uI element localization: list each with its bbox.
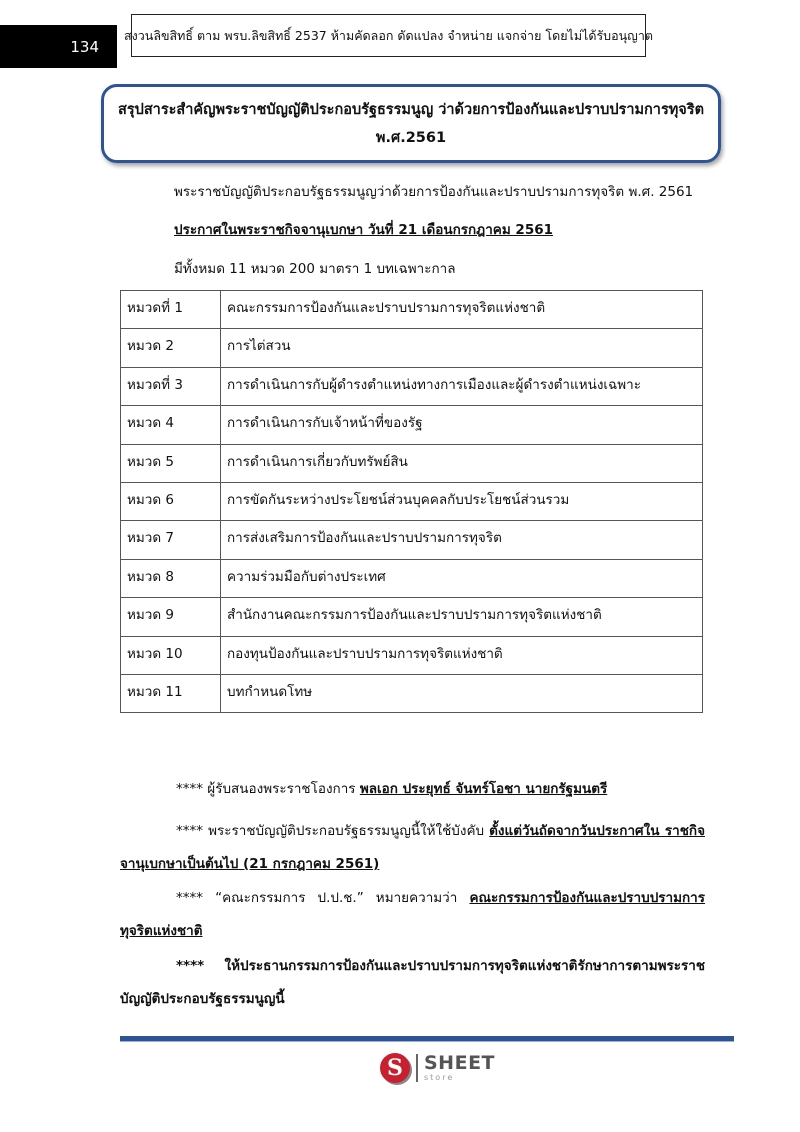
- note-countersign: [120, 773, 705, 806]
- chapter-title: การส่งเสริมการป้องกันและปราบปรามการทุจริต: [221, 521, 703, 559]
- title-line-2: พ.ศ.2561: [375, 130, 447, 146]
- note-countersign-prefix: **** ผู้รับสนองพระราชโองการ: [176, 781, 360, 797]
- chapter-row: [121, 521, 703, 559]
- note-definition-prefix: **** “คณะกรรมการ ป.ป.ช.” หมายความว่า: [176, 890, 470, 906]
- title-line-1: สรุปสาระสำคัญพระราชบัญญัติประกอบรัฐธรรมนูญ ว่าด้วยการป้องกันและปราบปรามการทุจริต: [117, 102, 704, 118]
- chapter-number: หมวด 10: [121, 636, 221, 674]
- logo-text: [424, 1054, 495, 1082]
- chapter-row: [121, 482, 703, 520]
- note-enforcement: **** ให้ประธานกรรมการป้องกันและปราบปรามการทุจริตแห่งชาติรักษาการตามพระราชบัญญัติประกอบรัฐธรรมนูญนี้: [120, 958, 705, 1007]
- chapter-row: [121, 559, 703, 597]
- chapter-table: [120, 290, 703, 713]
- chapter-title: การดำเนินการเกี่ยวกับทรัพย์สิน: [221, 444, 703, 482]
- chapter-title: คณะกรรมการป้องกันและปราบปรามการทุจริตแห่งชาติ: [221, 291, 703, 329]
- chapter-number: หมวด 2: [121, 329, 221, 367]
- chapter-row: [121, 674, 703, 712]
- act-summary: มีทั้งหมด 11 หมวด 200 มาตรา 1 บทเฉพาะกาล: [174, 261, 456, 277]
- note-definition: [120, 882, 705, 948]
- chapter-number: หมวด 11: [121, 674, 221, 712]
- chapter-row: [121, 444, 703, 482]
- note-effective-date: [120, 815, 705, 881]
- title-box: [101, 84, 721, 163]
- chapter-number: หมวด 5: [121, 444, 221, 482]
- chapter-number: หมวด 8: [121, 559, 221, 597]
- chapter-number: หมวดที่ 1: [121, 291, 221, 329]
- chapter-number: หมวด 7: [121, 521, 221, 559]
- chapter-title: บทกำหนดโทษ: [221, 674, 703, 712]
- chapter-number: หมวด 4: [121, 406, 221, 444]
- chapter-title: การดำเนินการกับเจ้าหน้าที่ของรัฐ: [221, 406, 703, 444]
- chapter-title: สำนักงานคณะกรรมการป้องกันและปราบปรามการทุจริตแห่งชาติ: [221, 598, 703, 636]
- note-effective-value: ตั้งแต่วันถัดจากวันประกาศใน ราชกิจจานุเบกษาเป็นต้นไป (21 กรกฎาคม 2561): [120, 823, 705, 872]
- chapter-title: กองทุนป้องกันและปราบปรามการทุจริตแห่งชาติ: [221, 636, 703, 674]
- act-name: พระราชบัญญัติประกอบรัฐธรรมนูญว่าด้วยการป้องกันและปราบปรามการทุจริต พ.ศ. 2561: [174, 184, 694, 200]
- note-countersign-name: พลเอก ประยุทธ์ จันทร์โอชา นายกรัฐมนตรี: [359, 781, 608, 797]
- chapter-row: [121, 636, 703, 674]
- chapter-row: [121, 367, 703, 405]
- chapter-number: หมวดที่ 3: [121, 367, 221, 405]
- chapter-title: การขัดกันระหว่างประโยชน์ส่วนบุคคลกับประโยชน์ส่วนรวม: [221, 482, 703, 520]
- chapter-row: [121, 406, 703, 444]
- chapter-title: การไต่สวน: [221, 329, 703, 367]
- chapter-row: [121, 291, 703, 329]
- page-number: 134: [0, 25, 117, 68]
- chapter-number: หมวด 6: [121, 482, 221, 520]
- logo-word: SHEET: [424, 1052, 496, 1074]
- chapter-number: หมวด 9: [121, 598, 221, 636]
- chapter-row: [121, 329, 703, 367]
- chapter-title: การดำเนินการกับผู้ดำรงตำแหน่งทางการเมืองและผู้ดำรงตำแหน่งเฉพาะ: [221, 367, 703, 405]
- copyright-notice: สงวนลิขสิทธิ์ ตาม พรบ.ลิขสิทธิ์ 2537 ห้ามคัดลอก ดัดแปลง จำหน่าย แจกจ่าย โดยไม่ได้รับอนุญาต: [131, 14, 646, 57]
- logo-subtitle: store: [424, 1073, 455, 1082]
- chapter-row: [121, 598, 703, 636]
- note-effective-prefix: **** พระราชบัญญัติประกอบรัฐธรรมนูญนี้ให้ใช้บังคับ: [176, 823, 490, 839]
- logo-divider: [416, 1054, 418, 1082]
- chapter-title: ความร่วมมือกับต่างประเทศ: [221, 559, 703, 597]
- gazette-announcement: ประกาศในพระราชกิจจานุเบกษา วันที่ 21 เดือนกรกฎาคม 2561: [174, 222, 554, 238]
- sheet-store-logo: [380, 1050, 495, 1086]
- logo-s-icon: S: [380, 1053, 410, 1083]
- note-definition-value: คณะกรรมการป้องกันและปราบปรามการทุจริตแห่งชาติ: [120, 890, 705, 939]
- bottom-rule: [120, 1036, 734, 1042]
